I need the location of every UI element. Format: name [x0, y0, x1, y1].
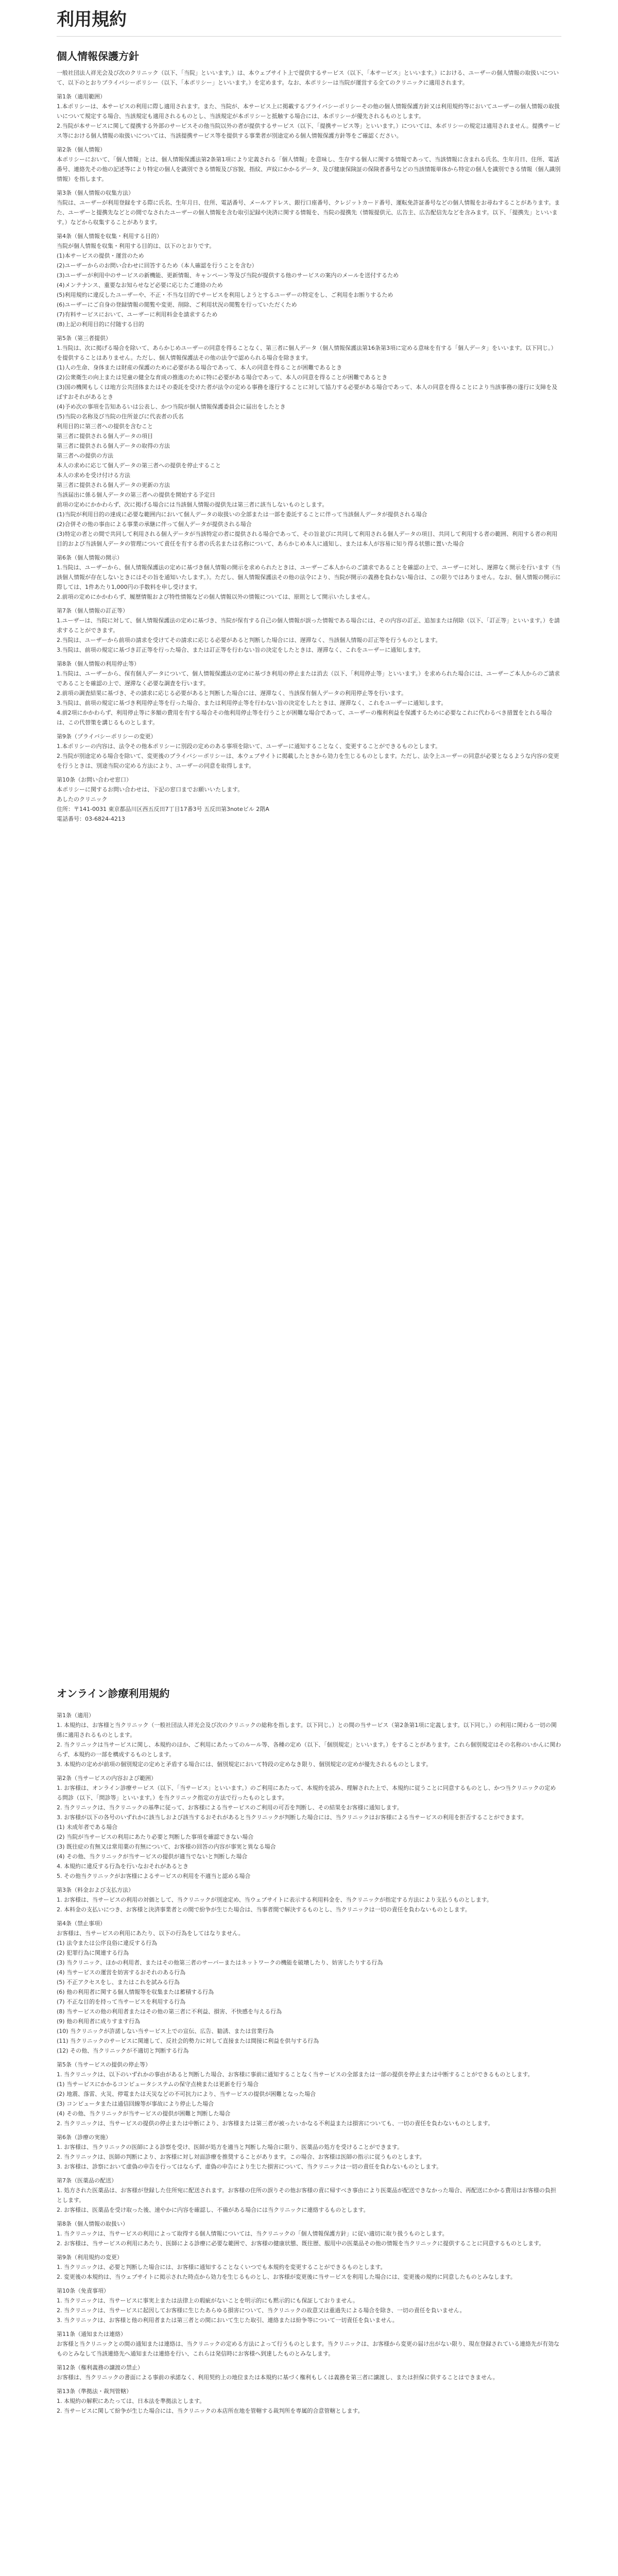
article-heading: 第5条（当サービスの提供の停止等）: [57, 2061, 151, 2068]
paragraph: (6)ユーザーにご自身の登録情報の閲覧や変更、削除、ご利用状況の閲覧を行っていただくため: [57, 301, 297, 308]
paragraph: 1.当院は、次に掲げる場合を除いて、あらかじめユーザーの同意を得ることなく、第三者に個人データ（個人情報保護法第16条第3項に定める意味を有する「個人データ」をいいます。以下同じ。）を提供することはありません。ただし、個人情報保護法その他の法令で認められる場合を除きます。: [57, 345, 557, 361]
paragraph: 当院が個人情報を収集・利用する目的は、以下のとおりです。: [57, 243, 215, 249]
paragraph: 本ポリシーにおいて、「個人情報」とは、個人情報保護法第2条第1項により定義される「個人情報」を意味し、生存する個人に関する情報であって、当該情報に含まれる氏名、生年月日、住所、電話番号、連絡先その他の記述等により特定の個人を識別できる情報及び容貌、指紋、声紋にかかるデータ、及び健康保険証の保険者番号などの当該情報単体から特定の個人を識別できる情報（個人識別情報）を指します。: [57, 156, 561, 182]
article-heading: 第7条（個人情報の訂正等）: [57, 607, 128, 614]
paragraph: (2) 地震、落雷、火災、停電または天災などの不可抗力により、当サービスの提供が困難となった場合: [57, 2091, 316, 2097]
paragraph: 2. お客様は、医薬品を受け取った後、速やかに内容を確認し、不備がある場合には当クリニックに連絡するものとします。: [57, 2207, 369, 2213]
paragraph: 1. 本規約の解釈にあたっては、日本法を準拠法とします。: [57, 2398, 205, 2404]
paragraph: 本人の求めに応じて個人データの第三者への提供を停止すること: [57, 462, 221, 469]
paragraph: 4.前2項にかかわらず、利用停止等に多額の費用を有する場合その他利用停止等を行うことが困難な場合であって、ユーザーの権利利益を保護するために必要なこれに代わるべき措置をとれる場合は、この代替策を講じるものとします。: [57, 709, 553, 726]
article-heading: 第13条（準拠法・裁判管轄）: [57, 2388, 132, 2395]
paragraph: 2. 当クリニックは、当サービスの提供の停止または中断により、お客様または第三者が被ったいかなる不利益または損害についても、一切の責任を負わないものとします。: [57, 2120, 494, 2127]
article-heading: 第4条（禁止事項）: [57, 1920, 106, 1927]
online-terms-body: [57, 1706, 561, 2576]
paragraph: 2.当院が本サービスに関して提携する外部のサービスその他当院以外の者が提供するサービス（以下、「提携サービス等」といいます。）については、本ポリシーの規定は適用されません。提携サービス等における個人情報の取扱いについては、当該提携サービス等を提供する事業者が別途定める個人情報保護方針等をご確認ください。: [57, 123, 561, 139]
paragraph: お客様は、当クリニックの書面による事前の承諾なく、利用契約上の地位または本規約に基づく権利もしくは義務を第三者に譲渡し、または担保に供することはできません。: [57, 2374, 499, 2381]
paragraph: (2)公衆衛生の向上または児童の健全な育成の推進のために特に必要がある場合であって、本人の同意を得ることが困難であるとき: [57, 374, 388, 381]
paragraph: 1.本ポリシーは、本サービスの利用に際し適用されます。また、当院が、本サービス上に掲載するプライバシーポリシーその他の個人情報保護方針又は利用規約等においてユーザーの個人情報の取扱いについて規定する場合、当該規定も適用されるものとし、当該規定が本ポリシーと抵触する場合には、本ポリシーが優先されるものとします。: [57, 103, 560, 120]
paragraph: (4)予め次の事項を告知あるいは公表し、かつ当院が個人情報保護委員会に届出をしたとき: [57, 403, 286, 410]
paragraph: 1. 本規約は、お客様と当クリニック（一般社団法人祥光会及び次のクリニックの総称を指します。以下同じ。）との間の当サービス（第2条第1項に定義します。以下同じ。）の利用に関わる一切の関係に適用されるものとします。: [57, 1722, 557, 1738]
paragraph: 2. 変更後の本規約は、当ウェブサイトに掲示された時点から効力を生じるものとし、お客様が変更後に当サービスを利用した場合には、変更後の規約に同意したものとみなします。: [57, 2274, 516, 2280]
paragraph: 3.当院は、前項の規定に基づき利用停止等を行った場合、または利用停止等を行わない旨の決定をしたときは、遅滞なく、これをユーザーに通知します。: [57, 700, 447, 706]
paragraph: (8)上記の利用目的に付随する目的: [57, 321, 144, 328]
paragraph: (2) 当院が当サービスの利用にあたり必要と判断した事項を確認できない場合: [57, 1834, 254, 1840]
article-heading: 第4条（個人情報を収集・利用する目的）: [57, 233, 162, 240]
paragraph: 1. お客様は、当クリニックの医師による診察を受け、医師が処方を適当と判断した場合に限り、医薬品の処方を受けることができます。: [57, 2144, 403, 2150]
paragraph: 2. 当クリニックは当サービスに関し、本規約のほか、ご利用にあたってのルール等、各種の定め（以下、「個別規定」といいます。）をすることがあります。これら個別規定はその名称のいかんに関わらず、本規約の一部を構成するものとします。: [57, 1741, 561, 1758]
article-heading: 第1条（適用範囲）: [57, 93, 106, 100]
paragraph: 2. 当クリニックは、当サービスに起因してお客様に生じたあらゆる損害について、当クリニックの故意又は重過失による場合を除き、一切の責任を負いません。: [57, 2307, 466, 2314]
paragraph: (1)人の生命、身体または財産の保護のために必要がある場合であって、本人の同意を得ることが困難であるとき: [57, 364, 342, 371]
paragraph: (2)ユーザーからのお問い合わせに回答するため（本人確認を行うことを含む）: [57, 262, 258, 269]
paragraph: (7)有料サービスにおいて、ユーザーに利用料金を請求するため: [57, 311, 218, 318]
article-heading: 第2条（当サービスの内容および範囲）: [57, 1775, 157, 1782]
article-heading: 第5条（第三者提供）: [57, 335, 111, 342]
article-heading: 第8条（個人情報の取扱い）: [57, 2221, 128, 2227]
paragraph: 第三者への提供の方法: [57, 452, 113, 459]
paragraph: (11) 当クリニックのサービスに関連して、反社会的勢力に対して直接または間接に利益を供与する行為: [57, 2038, 319, 2044]
paragraph: 1. 処方された医薬品は、お客様が登録した住所宛に配送されます。お客様の住所の誤りその他お客様の責に帰すべき事由により医薬品が配送できなかった場合、再配送にかかる費用はお客様の負担とします。: [57, 2187, 556, 2204]
paragraph: 1.ユーザーは、当院に対して、個人情報保護法の定めに基づき、当院が保有する自己の個人情報が誤った情報である場合には、その内容の訂正、追加または削除（以下、「訂正等」といいます。）を請求することができます。: [57, 617, 560, 634]
paragraph: 利用目的に第三者への提供を含むこと: [57, 423, 153, 430]
paragraph: 当該届出に係る個人データの第三者への提供を開始する予定日: [57, 492, 215, 498]
paragraph: 一般社団法人祥光会及び次のクリニック（以下、「当院」といいます。）は、本ウェブサイト上で提供するサービス（以下、「本サービス」といいます。）における、ユーザーの個人情報の取扱いについて、以下のとおりプライバシーポリシー（以下、「本ポリシー」といいます。）を定めます。なお、本ポリシーは当院が運営する全てのクリニックに適用されます。: [57, 70, 559, 86]
paragraph: (6) 他の利用者に関する個人情報等を収集または蓄積する行為: [57, 1989, 214, 1995]
paragraph: お客様は、当サービスの利用にあたり、以下の行為をしてはなりません。: [57, 1930, 244, 1937]
paragraph: (4)メンテナンス、重要なお知らせなど必要に応じたご連絡のため: [57, 282, 223, 289]
paragraph: (1) 法令または公序良俗に違反する行為: [57, 1940, 158, 1946]
paragraph: 2. お客様は、当サービスの利用にあたり、医師による診療に必要な範囲で、お客様の健康状態、既往歴、服用中の医薬品その他の情報を当クリニックに提供することに同意するものとします。: [57, 2240, 545, 2247]
paragraph: (5) 不正アクセスをし、またはこれを試みる行為: [57, 1979, 180, 1986]
paragraph: (3)国の機関もしくは地方公共団体またはその委託を受けた者が法令の定める事務を遂行することに対して協力する必要がある場合であって、本人の同意を得ることにより当該事務の遂行に支障を及ぼすおそれがあるとき: [57, 384, 558, 400]
paragraph: 2.当院が別途定める場合を除いて、変更後のプライバシーポリシーは、本ウェブサイトに掲載したときから効力を生じるものとします。ただし、法令上ユーザーの同意が必要となるような内容の変更を行うときは、別途当院の定める方法により、ユーザーの同意を取得します。: [57, 753, 559, 769]
paragraph: (10) 当クリニックが許諾しない当サービス上での宣伝、広告、勧誘、または営業行為: [57, 2028, 274, 2035]
article-heading: 第3条（料金および支払方法）: [57, 1887, 134, 1893]
paragraph: (12) その他、当クリニックが不適切と判断する行為: [57, 2047, 189, 2054]
paragraph: 1.当院は、ユーザーから、保有個人データについて、個人情報保護法の定めに基づき利用の停止または消去（以下、「利用停止等」といいます。）を求められた場合には、ユーザーご本人からのご請求であることを確認の上で、遅滞なく必要な調査を行います。: [57, 670, 560, 687]
article-heading: 第10条（免責事項）: [57, 2287, 109, 2294]
online-terms-title: オンライン診療利用規約: [57, 1687, 170, 1700]
article-heading: 第1条（適用）: [57, 1712, 94, 1719]
page-title: 利用規約: [57, 3, 561, 37]
paragraph: (3)ユーザーが利用中のサービスの新機能、更新情報、キャンペーン等及び当院が提供する他のサービスの案内のメールを送付するため: [57, 272, 399, 279]
paragraph: 当院は、ユーザーが利用登録をする際に氏名、生年月日、住所、電話番号、メールアドレス、銀行口座番号、クレジットカード番号、運転免許証番号などの個人情報をお尋ねすることがあります。また、ユーザーと提携先などとの間でなされたユーザーの個人情報を含む取引記録や決済に関する情報を、当院の提携先（情報提供元、広告主、広告配信先などを含みます。以下、「提携先」といいます。）などから収集することがあります。: [57, 199, 560, 226]
article-heading: 第6条（個人情報の開示）: [57, 554, 123, 561]
privacy-policy-body: [57, 68, 561, 1673]
paragraph: 1.本ポリシーの内容は、法令その他本ポリシーに別段の定めのある事項を除いて、ユーザーに通知することなく、変更することができるものとします。: [57, 743, 441, 750]
paragraph: 4. 本規約に違反する行為を行いなおそれがあるとき: [57, 1863, 188, 1870]
paragraph: 電話番号：03-6824-4213: [57, 816, 125, 822]
paragraph: 1. 当クリニックは、当サービスに事実上または法律上の瑕疵がないことを明示的にも黙示的にも保証しておりません。: [57, 2297, 358, 2304]
paragraph: (9) 他の利用者に成りすます行為: [57, 2018, 141, 2025]
paragraph: 1. 当クリニックは、必要と判断した場合には、お客様に通知することなくいつでも本規約を変更することができるものとします。: [57, 2264, 386, 2270]
paragraph: 2. 当クリニックは、当クリニックの基準に従って、お客様による当サービスのご利用の可否を判断し、その結果をお客様に通知します。: [57, 1804, 403, 1811]
paragraph: (3) コンピュータまたは通信回線等が事故により停止した場合: [57, 2100, 214, 2107]
paragraph: 5. その他当クリニックがお客様によるサービスの利用を不適当と認める場合: [57, 1873, 251, 1879]
paragraph: (7) 不正な目的を持って当サービスを利用する行為: [57, 1998, 186, 2005]
paragraph: 2.当院は、ユーザーから前項の請求を受けてその請求に応じる必要があると判断した場合には、遅滞なく、当該個人情報の訂正等を行うものとします。: [57, 637, 441, 643]
paragraph: (5)利用規約に違反したユーザーや、不正・不当な目的でサービスを利用しようとするユーザーの特定をし、ご利用をお断りするため: [57, 292, 393, 298]
article-heading: 第9条（利用規約の変更）: [57, 2254, 123, 2261]
paragraph: 1. お客様は、当サービスの利用の対価として、当クリニックが別途定め、当ウェブサイトに表示する利用料金を、当クリニックが指定する方法により支払うものとします。: [57, 1896, 492, 1903]
paragraph: 3. お客様が以下の各号のいずれかに該当しおよび該当するおそれがあると当クリニックが判断した場合には、当クリニックはお客様による当サービスの利用を拒否することができます。: [57, 1814, 527, 1821]
paragraph: 住所：〒141-0031 東京都品川区西五反田7丁目17番3号 五反田第3noteビル 2階A: [57, 806, 269, 812]
paragraph: 2. 当サービスに関して紛争が生じた場合には、当クリニックの本店所在地を管轄する裁判所を専属的合意管轄とします。: [57, 2408, 364, 2414]
article-heading: 第2条（個人情報）: [57, 146, 106, 153]
paragraph: (4) その他、当クリニックが当サービスの提供が適当でないと判断した場合: [57, 1853, 248, 1860]
paragraph: 3. 本規約の定めが前項の個別規定の定めと矛盾する場合には、個別規定において特段の定めなき限り、個別規定の定めが優先されるものとします。: [57, 1761, 432, 1768]
paragraph: (2) 犯罪行為に関連する行為: [57, 1950, 129, 1956]
article-heading: 第7条（医薬品の配送）: [57, 2177, 117, 2184]
paragraph: 2.前項の定めにかかわらず、履歴情報および特性情報などの個人情報以外の情報については、原則として開示いたしません。: [57, 594, 374, 600]
paragraph: (5)当院の名称及び当院の住所並びに代表者の氏名: [57, 413, 184, 420]
paragraph: 第三者に提供される個人データの項目: [57, 433, 153, 439]
article-heading: 第12条（権利義務の譲渡の禁止）: [57, 2364, 143, 2371]
paragraph: 本ポリシーに関するお問い合わせは、下記の窓口までお願いいたします。: [57, 786, 244, 793]
paragraph: (8) 当サービスの他の利用者またはその他の第三者に不利益、損害、不快感を与える行為: [57, 2008, 282, 2015]
paragraph: 3.当院は、前項の規定に基づき訂正等を行った場合、または訂正等を行わない旨の決定をしたときは、遅滞なく、これをユーザーに通知します。: [57, 647, 424, 653]
paragraph: (1) 未成年者である場合: [57, 1824, 118, 1831]
privacy-policy-title: 個人情報保護方針: [57, 50, 139, 62]
paragraph: 第三者に提供される個人データの更新の方法: [57, 482, 170, 488]
article-heading: 第11条（通知または連絡）: [57, 2331, 126, 2337]
paragraph: (1) 当サービスにかかるコンピュータシステムの保守点検または更新を行う場合: [57, 2081, 259, 2088]
paragraph: 1. 当クリニックは、以下のいずれかの事由があると判断した場合、お客様に事前に通知することなく当サービスの全部または一部の提供を停止または中断することができるものとします。: [57, 2071, 534, 2078]
paragraph: お客様と当クリニックとの間の通知または連絡は、当クリニックの定める方法によって行うものとします。当クリニックは、お客様から変更の届け出がない限り、現在登録されている連絡先が有効なものとみなして当該連絡先へ通知または連絡を行い、これらは発信時にお客様へ到達したものとみなします。: [57, 2341, 560, 2357]
paragraph: 3. お客様は、診察において虚偽の申告を行ってはならず、虚偽の申告により生じた損害について、当クリニックは一切の責任を負わないものとします。: [57, 2163, 442, 2170]
paragraph: 1.当院は、ユーザーから、個人情報保護法の定めに基づき個人情報の開示を求められたときは、ユーザーご本人からのご請求であることを確認の上で、ユーザーに対し、遅滞なく開示を行います（当該個人情報が存在しないときにはその旨を通知いたします。）。ただし、個人情報保護法その他の法令により、当院が開示の義務を負わない場合は、この限りではありません。なお、個人情報の開示に際しては、1件あたり1,000円の手数料を申し受けます。: [57, 564, 561, 590]
article-heading: 第8条（個人情報の利用停止等）: [57, 660, 140, 667]
article-heading: 第3条（個人情報の収集方法）: [57, 190, 134, 196]
paragraph: (3)特定の者との間で共同して利用される個人データが当該特定の者に提供される場合であって、その旨並びに共同して利用される個人データの項目、共同して利用する者の範囲、利用する者の利用目的および当該個人データの管理について責任を有する者の氏名または名称について、あらかじめ本人に通知し、または本人が容易に知り得る状態に置いた場合: [57, 531, 558, 547]
paragraph: 2. 当クリニックは、医師の判断により、お客様に対し対面診療を推奨することがあります。この場合、お客様は医師の指示に従うものとします。: [57, 2154, 425, 2160]
paragraph: (3) 既往症の有無又は常用薬の有無について、お客様の回答の内容が事実と異なる場合: [57, 1843, 276, 1850]
paragraph: 第三者に提供される個人データの取得の方法: [57, 443, 170, 449]
paragraph: (3) 当クリニック、ほかの利用者、またはその他第三者のサーバーまたはネットワークの機能を破壊したり、妨害したりする行為: [57, 1959, 383, 1966]
paragraph: (1)当院が利用目的の達成に必要な範囲内において個人データの取扱いの全部または一部を委託することに伴って当該個人データが提供される場合: [57, 511, 427, 518]
paragraph: 2.前項の調査結果に基づき、その請求に応じる必要があると判断した場合には、遅滞なく、当該保有個人データの利用停止等を行います。: [57, 690, 407, 697]
paragraph: 前項の定めにかかわらず、次に掲げる場合には当該個人情報の提供先は第三者に該当しないものとします。: [57, 501, 328, 508]
paragraph: 2. 本料金の支払いにつき、お客様と決済事業者との間で紛争が生じた場合は、当事者間で解決するものとし、当クリニックは一切の責任を負わないものとします。: [57, 1906, 471, 1913]
paragraph: 3. 当クリニックは、お客様と他の利用者または第三者との間において生じた取引、連絡または紛争等について一切責任を負いません。: [57, 2317, 398, 2324]
paragraph: (1)本サービスの提供・運営のため: [57, 252, 144, 259]
paragraph: (2)合併その他の事由による事業の承継に伴って個人データが提供される場合: [57, 521, 252, 528]
paragraph: あしたのクリニック: [57, 796, 108, 803]
article-heading: 第6条（診療の実施）: [57, 2134, 111, 2141]
paragraph: (4) 当サービスの運営を妨害するおそれのある行為: [57, 1969, 186, 1976]
article-heading: 第9条（プライバシーポリシーの変更）: [57, 733, 157, 740]
paragraph: 1. お客様は、オンライン診療サービス（以下、「当サービス」といいます。）のご利用にあたって、本規約を読み、理解された上で、本規約に従うことに同意するものとし、かつ当クリニックの定める問診（以下、「問診等」といいます。）を当クリニック指定の方法で行ったものとします。: [57, 1785, 556, 1801]
article-heading: 第10条（お問い合わせ窓口）: [57, 776, 132, 783]
paragraph: 本人の求めを受け付ける方法: [57, 472, 130, 479]
paragraph: (4) その他、当クリニックが当サービスの提供が困難と判断した場合: [57, 2110, 231, 2117]
paragraph: 1. 当クリニックは、当サービスの利用によって取得する個人情報については、当クリニックの「個人情報保護方針」に従い適切に取り扱うものとします。: [57, 2230, 448, 2237]
